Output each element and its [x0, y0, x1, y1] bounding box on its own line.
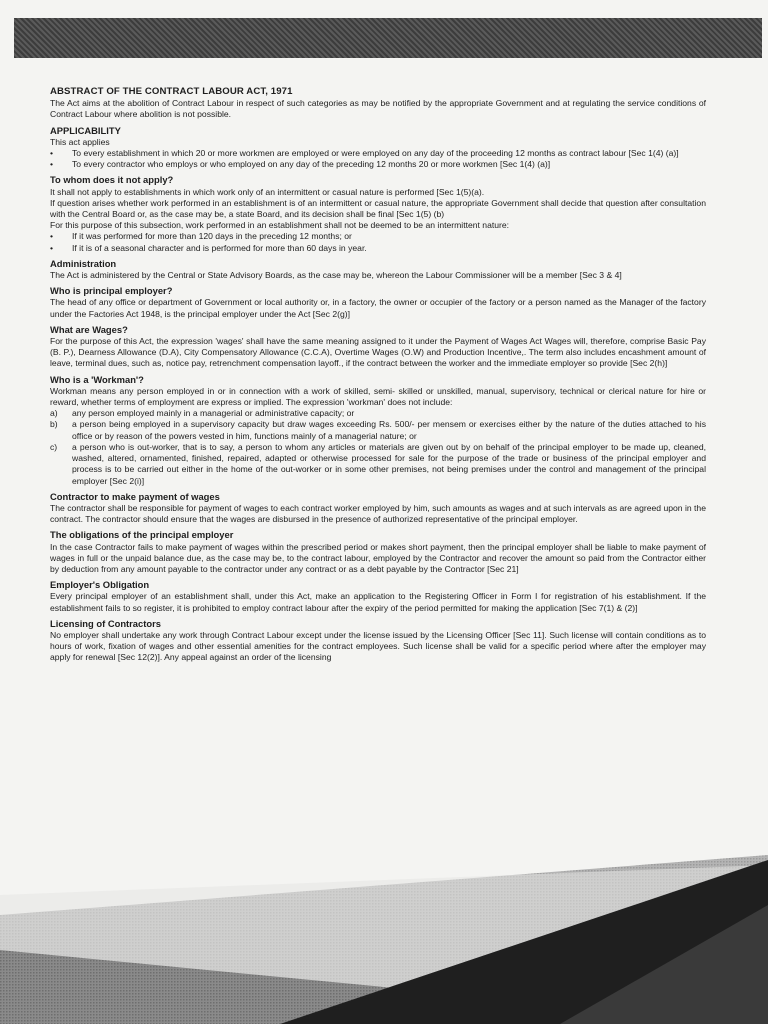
list-item-text: a person who is out-worker, that is to say, a person to whom any articles or materials are given out by on behalf of the principal employer to be made up, cleaned, washed, altered, ornamented, finished, repaired, adapted or otherwise processed for sale for the purpose of the trade or business of the principal employer and process is to be carried out either in the home of the out-worker or in some other premises, not being premises under the control and management of the principal employer [Sec 2(i)]: [72, 441, 706, 486]
document-body: [50, 86, 706, 664]
list-item-text: a person being employed in a supervisory capacity but draw wages exceeding Rs. 500/- per mensem or exercises either by the nature of the duties attached to his office or by reason of the powers vested in him, functions mainly of a managerial nature; or: [72, 419, 706, 441]
section-heading: What are Wages?: [50, 323, 128, 335]
list-item: [50, 408, 706, 419]
intro-paragraph: The Act aims at the abolition of Contract Labour in respect of such categories as may be notified by the appropriate Government and at regulating the service conditions of Contract Labour where abolition is not possible.: [50, 98, 706, 120]
list-item-text: If it is of a seasonal character and is performed for more than 60 days in year.: [72, 242, 367, 253]
document-title: ABSTRACT OF THE CONTRACT LABOUR ACT, 1971: [50, 86, 293, 97]
section-paragraph: No employer shall undertake any work through Contract Labour except under the license issued by the Licensing Officer [Sec 11]. Such license will contain conditions as to hours of work, fixation of wages and other essential amenities for the contract employees. Such license shall be valid for a specific period where after the employer may apply for renewal [Sec 12(2)]. Any appeal against an order of the licensing: [50, 629, 706, 663]
section-paragraph: In the case Contractor fails to make payment of wages within the prescribed period or makes short payment, then the principal employer shall be liable to make payment of wages in full or the unpaid balance due, as the case may be, to the contract labour, employed by the Contractor and recover the amount so paid from the Contractor either by deduction from any amount payable to the contractor under any contract or as a debt payable by the Contractor [Sec 21]: [50, 541, 706, 574]
header-band: [14, 18, 762, 58]
list-item: [50, 442, 706, 487]
list-item-text: If it was performed for more than 120 days in the preceding 12 months; or: [72, 231, 352, 242]
section-heading: Contractor to make payment of wages: [50, 490, 220, 502]
section-paragraph: The contractor shall be responsible for payment of wages to each contract worker employed by him, such amounts as wages and at such intervals as are agreed upon in the contract. The contractor should ensure that the wages are disbursed in the presence of authorized representative of the principal employer.: [50, 502, 706, 525]
section-paragraph: Every principal employer of an establishment shall, under this Act, make an application to the Registering Officer in Form I for registration of his establishment. If the establishment fails to so register, it is prohibited to employ contract labour after the expiry of the period permitted for making the application [Sec 7(1) & (2)]: [50, 591, 706, 613]
section-heading: Employer's Obligation: [50, 579, 150, 591]
section-paragraph: The head of any office or department of Government or local authority or, in a factory, the owner or occupier of the factory or a person named as the Manager of the factory under the Factories Act 1948, is the principal employer under the Act [Sec 2(g)]: [50, 297, 706, 319]
list-item: [50, 243, 706, 254]
section-paragraph: This act applies: [50, 136, 110, 147]
list-marker: •: [50, 159, 54, 170]
section-paragraph: Workman means any person employed in or in connection with a work of skilled, semi- skilled or unskilled, manual, supervisory, technical or clerical nature for hire or reward, whether terms of employment are express or implied. The expression 'workman' does not include:: [50, 385, 706, 408]
section-heading: The obligations of the principal employer: [50, 529, 234, 541]
list-marker: •: [50, 242, 54, 253]
section-paragraph: For this purpose of this subsection, work performed in an establishment shall not be deemed to be an intermittent nature:: [50, 220, 510, 231]
sections-container: [50, 125, 706, 664]
list-marker: •: [50, 148, 54, 159]
section-heading: Who is a 'Workman'?: [50, 373, 144, 385]
list-item-text: any person employed mainly in a managerial or administrative capacity; or: [72, 408, 355, 419]
section-list: [50, 148, 706, 170]
list-marker: •: [50, 231, 54, 242]
section-heading: Administration: [50, 257, 117, 269]
section-list: [50, 408, 706, 486]
list-item-text: To every establishment in which 20 or more workmen are employed or were employed on any day of the proceeding 12 months as contract labour [Sec 1(4) (a)]: [72, 148, 679, 159]
bottom-decoration: [0, 855, 768, 1024]
section-heading: Licensing of Contractors: [50, 617, 161, 629]
section-paragraph: It shall not apply to establishments in which work only of an intermittent or casual nature is performed [Sec 1(5)(a).: [50, 186, 485, 197]
section-list: [50, 231, 706, 253]
section-heading: Who is principal employer?: [50, 285, 173, 297]
list-item: [50, 231, 706, 242]
section-paragraph: The Act is administered by the Central or State Advisory Boards, as the case may be, whereon the Labour Commissioner will be a member [Sec 3 & 4]: [50, 270, 622, 281]
section-heading: To whom does it not apply?: [50, 174, 174, 186]
list-item: [50, 159, 706, 170]
section-heading: APPLICABILITY: [50, 124, 121, 136]
list-marker: a): [50, 408, 58, 419]
section-paragraph: If question arises whether work performed in an establishment is of an intermittent or casual nature, the appropriate Government shall decide that question after consultation with the Central Board or, as the case may be, a state Board, and its decision shall be final [Sec 1(5) (b): [50, 197, 706, 220]
list-item-text: To every contractor who employs or who employed on any day of the preceding 12 months 20 or more workmen [Sec 1(4) (a)]: [72, 159, 551, 170]
list-item: [50, 148, 706, 159]
section-paragraph: For the purpose of this Act, the expression 'wages' shall have the same meaning assigned to it under the Payment of Wages Act Wages will, therefore, comprise Basic Pay (B. P.), Dearness Allowance (D.A), City Compensatory Allowance (C.C.A), Overtime Wages (O.W) and Production Incentive,. The term also includes encashment amount of leave, terminal dues, such as, notice pay, retrenchment compensation layoff., if the contract between the worker and the immediate employer so provide [Sec 2(h)]: [50, 336, 706, 369]
list-marker: c): [50, 441, 58, 452]
list-marker: b): [50, 419, 58, 430]
list-item: [50, 419, 706, 441]
